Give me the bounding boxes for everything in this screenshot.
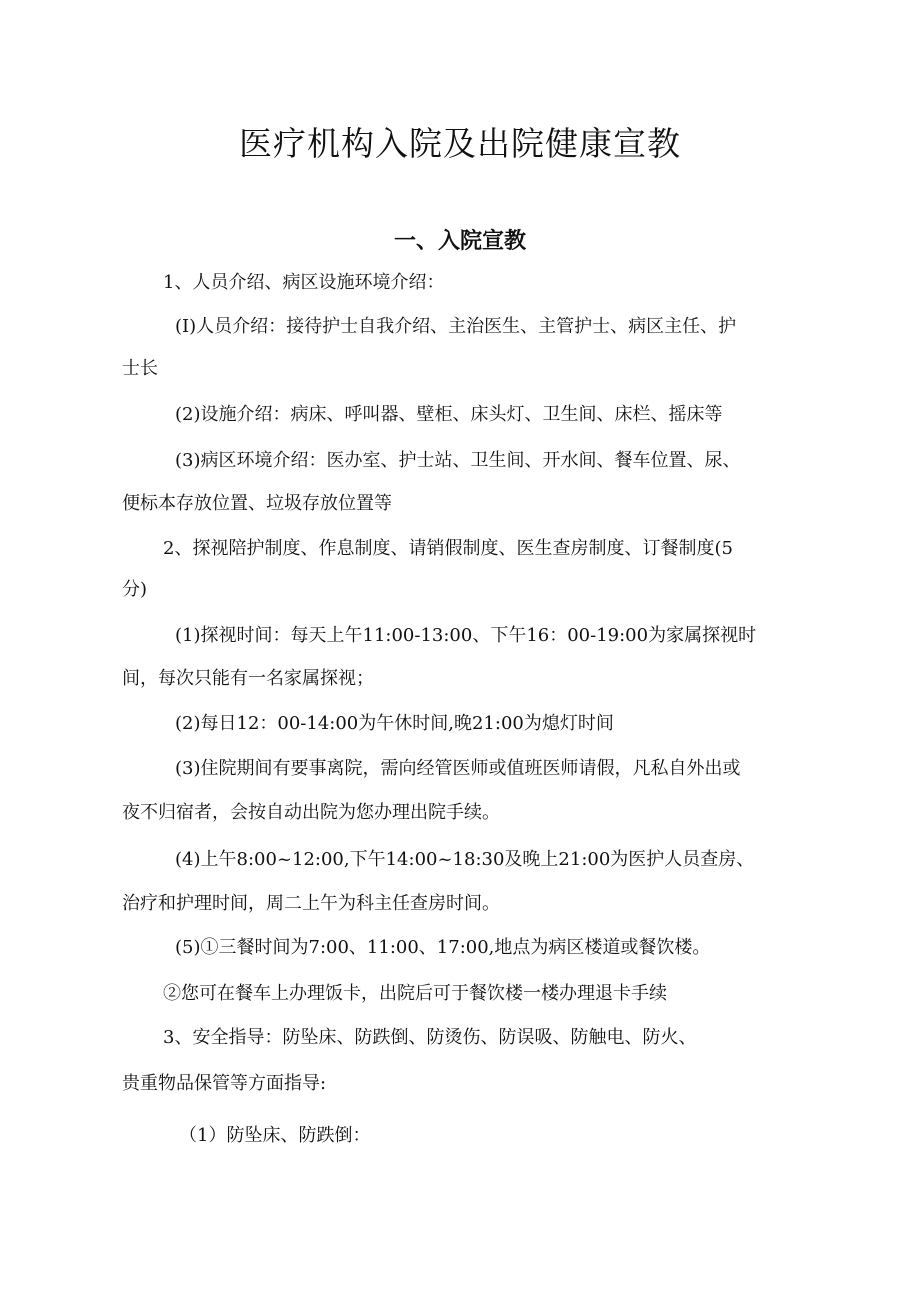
text-line: (5)①三餐时间为7:00、11:00、17:00,地点为病区楼道或餐饮楼。 bbox=[175, 937, 711, 958]
text-line: 1、人员介绍、病区设施环境介绍： bbox=[163, 272, 445, 293]
text-line: (I)人员介绍：接待护士自我介绍、主治医生、主管护士、病区主任、护 bbox=[175, 316, 737, 337]
document-title: 医疗机构入院及出院健康宣教 bbox=[239, 124, 681, 163]
text-line: 3、安全指导：防坠床、防跌倒、防烫伤、防误吸、防触电、防火、 bbox=[163, 1027, 697, 1048]
text-line: 士长 bbox=[122, 358, 158, 379]
text-line: (3)住院期间有要事离院，需向经管医师或值班医师请假，凡私自外出或 bbox=[175, 758, 741, 779]
text-line: （1）防坠床、防跌倒： bbox=[179, 1125, 371, 1146]
text-line: (1)探视时间：每天上午11:00-13:00、下午16：00-19:00为家属探视时 bbox=[175, 625, 757, 646]
text-line: 间，每次只能有一名家属探视； bbox=[122, 668, 374, 689]
text-line: 分) bbox=[122, 579, 148, 600]
text-line: (2)每日12：00-14:00为午休时间,晚21:00为熄灯时间 bbox=[175, 713, 614, 734]
text-line: (3)病区环境介绍：医办室、护士站、卫生间、开水间、餐车位置、尿、 bbox=[175, 450, 741, 471]
text-line: (2)设施介绍：病床、呼叫器、壁柜、床头灯、卫生间、床栏、摇床等 bbox=[175, 404, 723, 425]
text-line: 贵重物品保管等方面指导: bbox=[122, 1073, 327, 1094]
section-heading: 一、入院宣教 bbox=[393, 229, 526, 254]
text-line: 治疗和护理时间，周二上午为科主任查房时间。 bbox=[122, 893, 500, 914]
text-line: 便标本存放位置、垃圾存放位置等 bbox=[122, 493, 392, 514]
text-line: 2、探视陪护制度、作息制度、请销假制度、医生查房制度、订餐制度(5 bbox=[163, 538, 733, 559]
text-line: (4)上午8:00~12:00,下午14:00~18:30及晚上21:00为医护人员查房、 bbox=[175, 849, 755, 870]
text-line: 夜不归宿者，会按自动出院为您办理出院手续。 bbox=[122, 802, 500, 823]
text-line: ②您可在餐车上办理饭卡，出院后可于餐饮楼一楼办理退卡手续 bbox=[163, 983, 667, 1004]
